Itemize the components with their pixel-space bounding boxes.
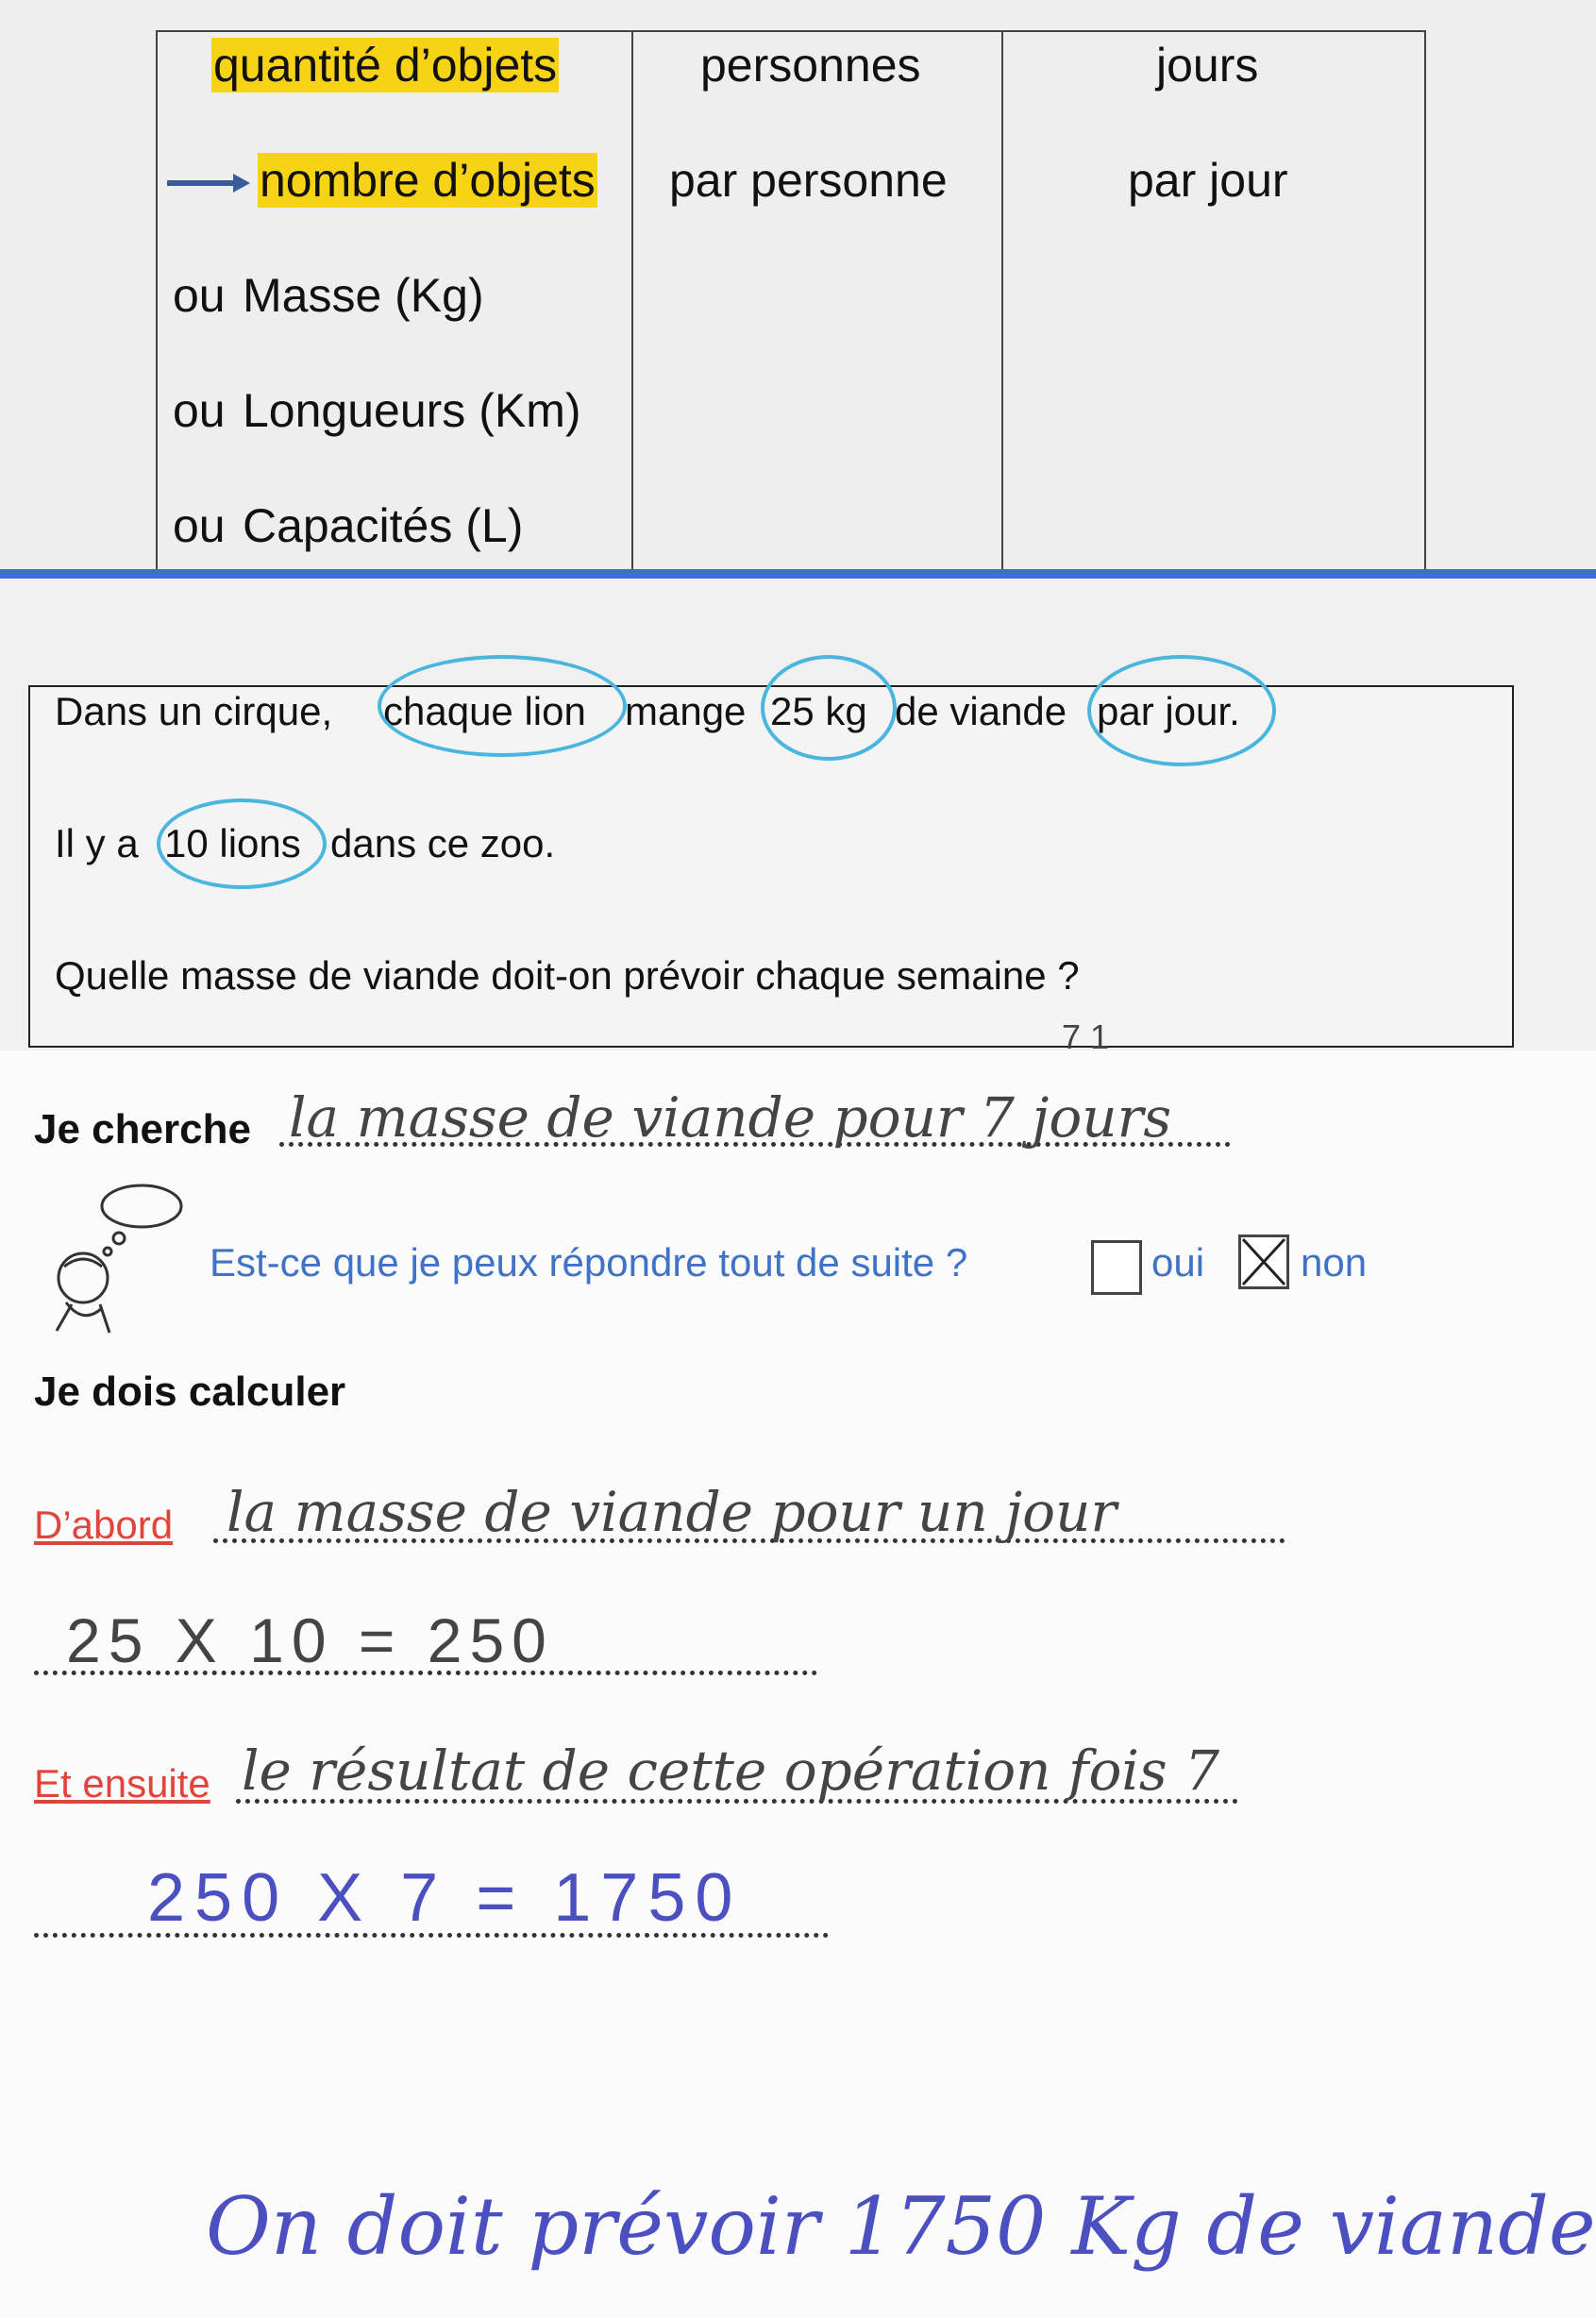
je-dois-label: Je dois calculer [34,1369,346,1415]
col2-header: personnes [700,39,921,92]
col3-row2: par jour [1128,154,1288,207]
circle-chaque-lion [378,655,627,757]
separator-line [0,569,1596,579]
calc1[interactable]: 25 X 10 = 250 [66,1605,554,1675]
problem-line1-f: par jour. [1097,689,1240,733]
col1-row3-prefix: ou [173,269,226,322]
calc2[interactable]: 250 X 7 = 1750 [147,1860,743,1936]
col1-row4: Longueurs (Km) [243,384,581,437]
problem-line1-d: 25 kg [770,689,867,733]
margin-note: 7 1 [1062,1017,1110,1056]
problem-line2-a: Il y a [55,821,139,865]
problem-question: Quelle masse de viande doit-on prévoir chaque semaine ? [55,953,1080,998]
col2-row2: par personne [669,154,948,207]
question-label: Est-ce que je peux répondre tout de suite ? [210,1240,968,1285]
ensuite-answer[interactable]: le résultat de cette opération fois 7 [242,1738,1220,1803]
col3-header: jours [1156,39,1259,92]
col1-row3: Masse (Kg) [243,269,484,322]
problem-line2-b: 10 lions [164,821,301,865]
col1-row5-prefix: ou [173,499,226,552]
quantity-table [156,30,1426,580]
col1-row5: Capacités (L) [243,499,524,552]
arrow-icon [167,153,252,208]
problem-line1-b: chaque lion [383,689,586,733]
table-divider-1 [631,32,633,580]
problem-line1-a: Dans un cirque, [55,689,333,733]
circle-10-lions [157,798,327,889]
dabord-answer[interactable]: la masse de viande pour un jour [227,1480,1117,1544]
oui-checkbox[interactable] [1091,1240,1142,1295]
col1-row4-prefix: ou [173,384,226,437]
circle-25kg [761,655,897,761]
circle-par-jour [1087,655,1276,766]
non-label: non [1301,1240,1368,1285]
col1-row2: nombre d’objets [260,154,596,207]
problem-line2-c: dans ce zoo. [330,821,556,865]
thinking-child-icon [38,1180,189,1340]
ensuite-label: Et ensuite [34,1761,210,1806]
col1-header: quantité d’objets [213,39,558,92]
problem-line1-e: de viande [895,689,1067,733]
conclusion[interactable]: On doit prévoir 1750 Kg de viande [206,2180,1596,2273]
non-checkbox[interactable] [1238,1235,1289,1289]
problem-line1-c: mange [625,689,747,733]
dabord-label: D’abord [34,1503,174,1547]
table-divider-2 [1001,32,1003,580]
oui-label: oui [1151,1240,1205,1285]
check-x-icon [1241,1237,1286,1286]
je-cherche-answer[interactable]: la masse de viande pour 7 jours [289,1085,1172,1150]
je-cherche-label: Je cherche [34,1106,251,1152]
